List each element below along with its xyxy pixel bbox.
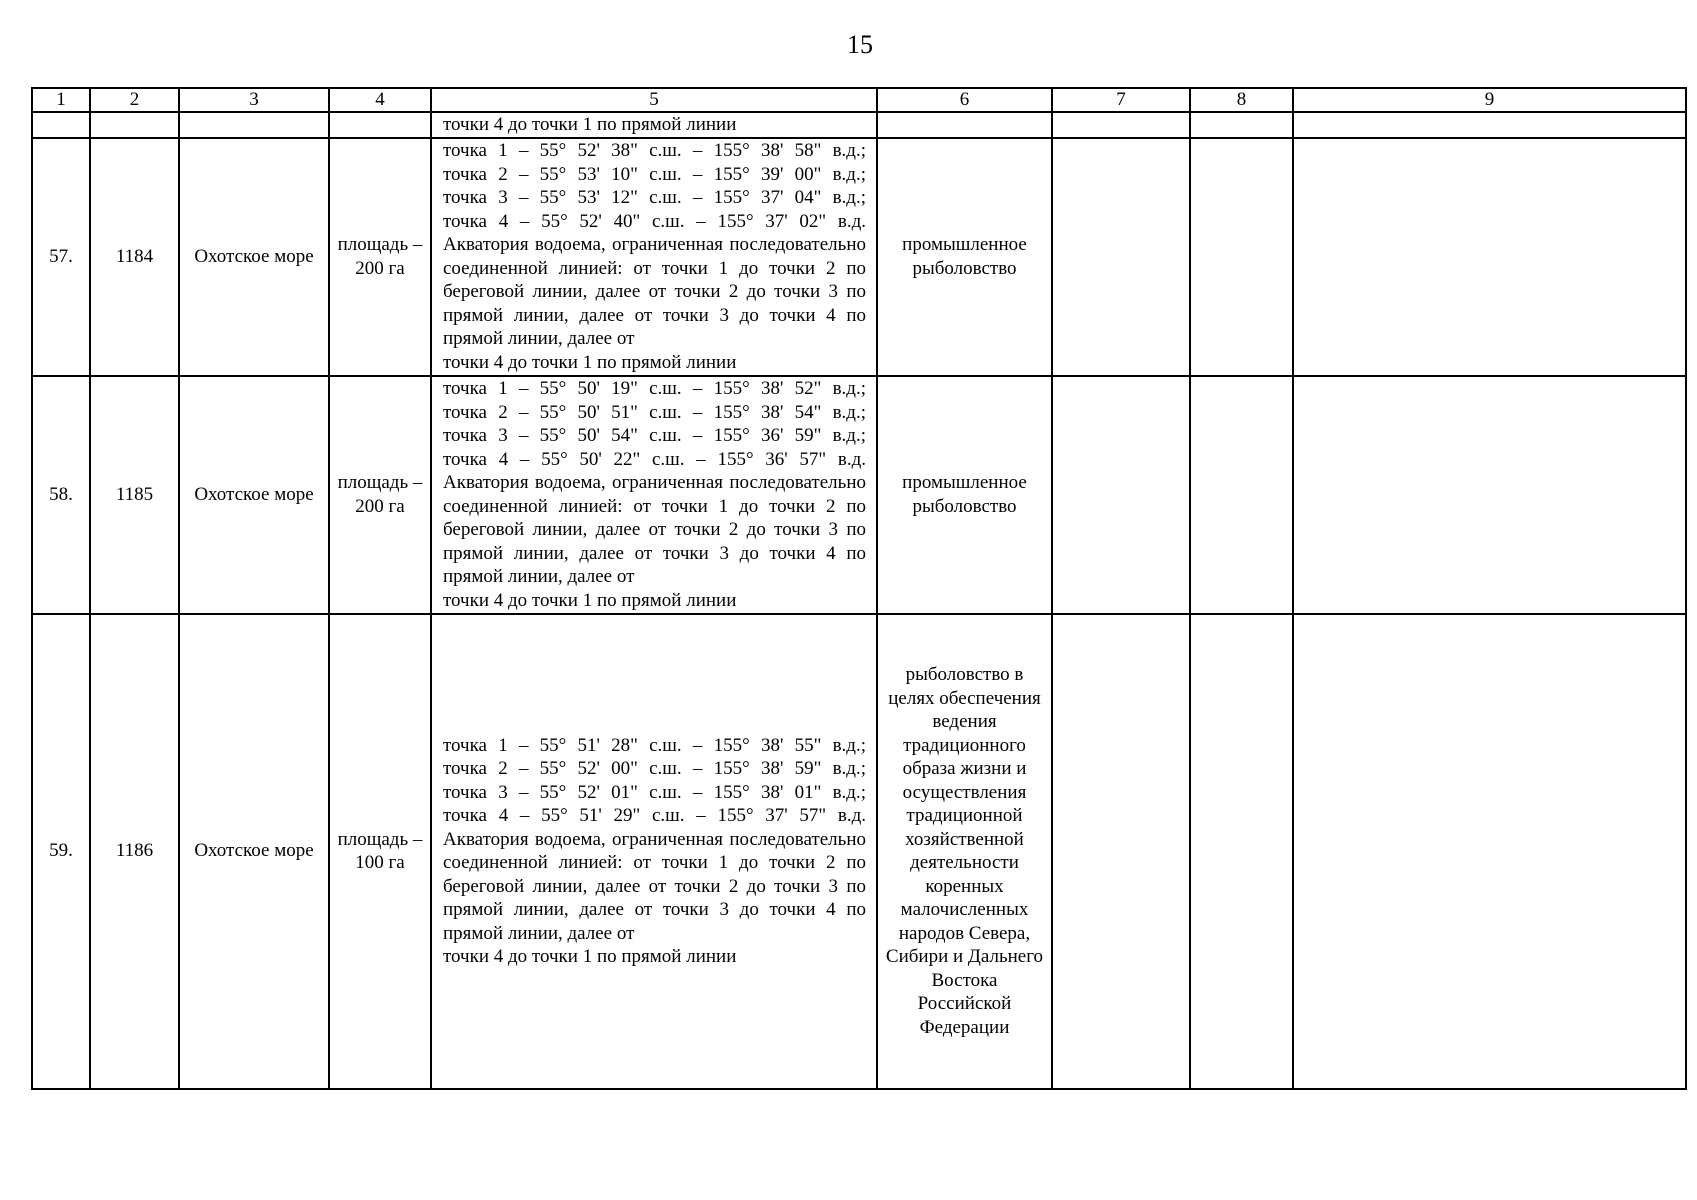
cell-col8 (1190, 376, 1293, 614)
row-number: 59. (32, 614, 90, 1089)
cell-col7 (1052, 614, 1190, 1089)
boundary-text-end: точки 4 до точки 1 по прямой линии (443, 351, 737, 373)
row-number: 58. (32, 376, 90, 614)
column-header-3: 3 (179, 88, 329, 112)
fishing-purpose: рыболовство в целях обеспечения ведения традиционного образа жизни и осуществления традиционной хозяйственной деятельности коренных малочисленных народов Севера, Сибири и Дальнего Востока Российской Федерации (877, 614, 1052, 1089)
water-body: Охотское море (179, 376, 329, 614)
coordinate-line: точка 4 – 55° 52' 40" с.ш. – 155° 37' 02" в.д. (443, 210, 866, 232)
boundary-description (431, 614, 877, 1089)
cell (90, 112, 179, 138)
cell-col9 (1293, 138, 1686, 376)
water-body: Охотское море (179, 138, 329, 376)
boundary-text: Акватория водоема, ограниченная последовательно соединенной линией: от точки 1 до точки 2 по береговой линии, далее от точки 2 до точки 3 по прямой линии, далее от точки 3 до точки 4 по прямой линии, далее от (443, 828, 866, 944)
column-header-8: 8 (1190, 88, 1293, 112)
column-header-7: 7 (1052, 88, 1190, 112)
cell-col9 (1293, 376, 1686, 614)
area-code: 1185 (90, 376, 179, 614)
column-header-4: 4 (329, 88, 431, 112)
fishing-purpose: промышленное рыболовство (877, 376, 1052, 614)
boundary-text-end: точки 4 до точки 1 по прямой линии (443, 946, 737, 967)
fishing-purpose: промышленное рыболовство (877, 138, 1052, 376)
fishing-areas-table (31, 87, 1687, 1090)
cell (1293, 112, 1686, 138)
row-number: 57. (32, 138, 90, 376)
boundary-text-end: точки 4 до точки 1 по прямой линии (443, 589, 737, 611)
coordinate-line: точка 1 – 55° 51' 28" с.ш. – 155° 38' 55" в.д.; (443, 734, 866, 756)
cell (329, 112, 431, 138)
coordinate-line: точка 3 – 55° 53' 12" с.ш. – 155° 37' 04" в.д.; (443, 187, 866, 208)
coordinate-line: точка 4 – 55° 50' 22" с.ш. – 155° 36' 57" в.д. (443, 448, 866, 470)
cell (32, 112, 90, 138)
page-number: 15 (847, 30, 873, 59)
cell (877, 112, 1052, 138)
continuation-text: точки 4 до точки 1 по прямой линии (431, 112, 877, 138)
area-size: площадь – 200 га (329, 138, 431, 376)
area-size: площадь – 100 га (329, 614, 431, 1089)
coordinate-line: точка 1 – 55° 50' 19" с.ш. – 155° 38' 52" в.д.; (443, 378, 866, 399)
column-header-6: 6 (877, 88, 1052, 112)
table-row (32, 376, 1686, 614)
coordinate-line: точка 1 – 55° 52' 38" с.ш. – 155° 38' 58" в.д.; (443, 140, 866, 161)
cell-col7 (1052, 376, 1190, 614)
cell (179, 112, 329, 138)
column-number-row (32, 88, 1686, 112)
coordinate-line: точка 4 – 55° 51' 29" с.ш. – 155° 37' 57" в.д. (443, 805, 866, 826)
cell-col9 (1293, 614, 1686, 1089)
cell (1190, 112, 1293, 138)
column-header-9: 9 (1293, 88, 1686, 112)
table-row (32, 614, 1686, 1089)
cell-col8 (1190, 138, 1293, 376)
boundary-text: Акватория водоема, ограниченная последовательно соединенной линией: от точки 1 до точки 2 по береговой линии, далее от точки 2 до точки 3 по прямой линии, далее от точки 3 до точки 4 по прямой линии, далее от (443, 234, 866, 349)
column-header-1: 1 (32, 88, 90, 112)
boundary-description (431, 376, 877, 614)
cell (1052, 112, 1190, 138)
water-body: Охотское море (179, 614, 329, 1089)
coordinate-line: точка 2 – 55° 52' 00" с.ш. – 155° 38' 59" в.д.; (443, 758, 866, 779)
boundary-text: Акватория водоема, ограниченная последовательно соединенной линией: от точки 1 до точки 2 по береговой линии, далее от точки 2 до точки 3 по прямой линии, далее от точки 3 до точки 4 по прямой линии, далее от (443, 472, 866, 587)
area-code: 1184 (90, 138, 179, 376)
continuation-row (32, 112, 1686, 138)
coordinate-line: точка 2 – 55° 50' 51" с.ш. – 155° 38' 54" в.д.; (443, 401, 866, 423)
boundary-description (431, 138, 877, 376)
coordinate-line: точка 3 – 55° 50' 54" с.ш. – 155° 36' 59" в.д.; (443, 425, 866, 446)
table-row (32, 138, 1686, 376)
coordinate-line: точка 2 – 55° 53' 10" с.ш. – 155° 39' 00" в.д.; (443, 163, 866, 185)
coordinate-line: точка 3 – 55° 52' 01" с.ш. – 155° 38' 01" в.д.; (443, 781, 866, 803)
column-header-5: 5 (431, 88, 877, 112)
area-code: 1186 (90, 614, 179, 1089)
column-header-2: 2 (90, 88, 179, 112)
cell-col7 (1052, 138, 1190, 376)
area-size: площадь – 200 га (329, 376, 431, 614)
cell-col8 (1190, 614, 1293, 1089)
